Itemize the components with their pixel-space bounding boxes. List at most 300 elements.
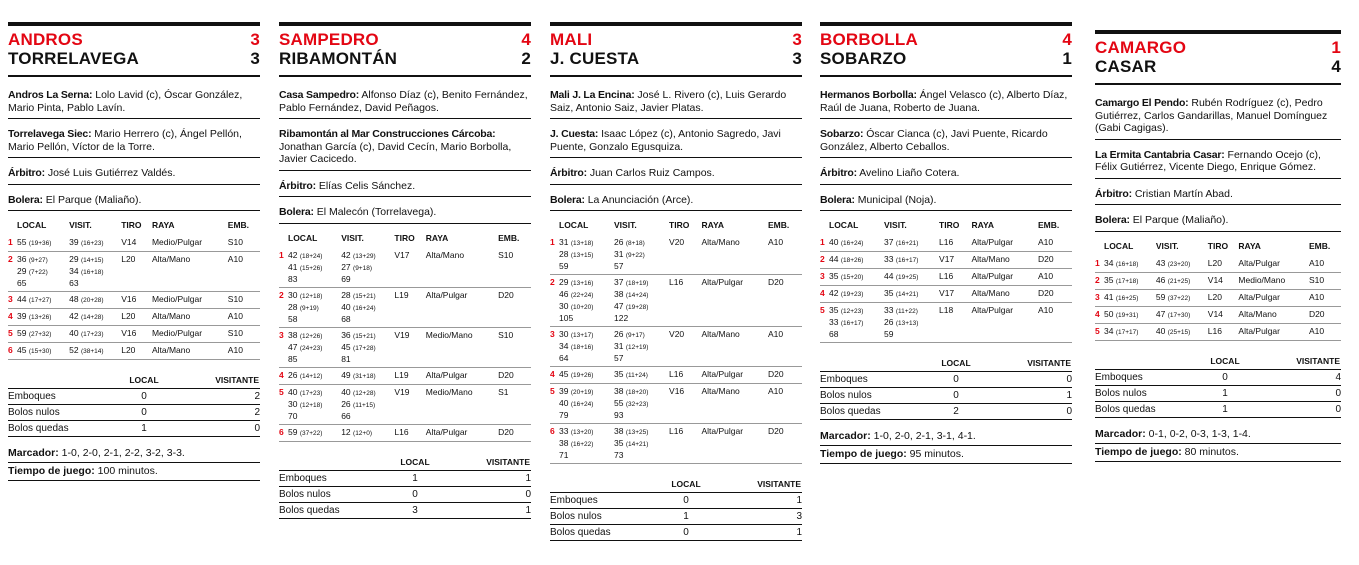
raya-value: Alta/Pulgar (426, 287, 498, 327)
score-partial: (16+24) (353, 304, 376, 312)
score-partial: (15+30) (28, 348, 52, 355)
local-score (288, 287, 341, 327)
summary-label: Emboques (8, 389, 108, 405)
away-team-name: TORRELAVEGA (8, 49, 139, 68)
summary-row-bolos-quedas (8, 421, 260, 437)
summary-local-header: LOCAL (1189, 355, 1261, 370)
row-number: 4 (1095, 306, 1104, 323)
score-entry: 59 (37+22) (288, 426, 323, 437)
local-score (559, 384, 614, 424)
score-entry: 33 (11+22) (884, 305, 918, 315)
score-entry: 48 (20+28) (69, 294, 104, 304)
tiro-value: L16 (939, 235, 971, 252)
score-partial: (18+20) (625, 389, 649, 396)
tiro-value: V14 (121, 235, 152, 252)
score-partial: (15+20) (840, 274, 864, 281)
score-entry: 42 (19+23) (829, 288, 864, 298)
divider (8, 184, 260, 185)
visit-score (341, 367, 394, 384)
emb-value: S10 (228, 235, 260, 252)
summary-row-bolos-quedas (550, 525, 802, 541)
col-local: LOCAL (829, 220, 859, 230)
raya-value: Alta/Pulgar (972, 269, 1038, 286)
raya-value: Alta/Pulgar (426, 424, 498, 441)
match-column (820, 22, 1072, 466)
emb-value: S1 (498, 384, 531, 424)
summary-visit-value: 1 (992, 388, 1072, 404)
col-emb: EMB. (227, 220, 250, 230)
raya-value: Alta/Pulgar (972, 303, 1038, 343)
summary-row-bolos-quedas (820, 404, 1072, 420)
score-entry: 34 (16+18) (69, 266, 104, 276)
raya-value: Alta/Pulgar (702, 275, 768, 327)
summary-visit-header: VISITANTE (1261, 355, 1341, 370)
raya-value: Alta/Mano (702, 384, 768, 424)
marcador: Marcador: 1-0, 2-0, 2-1, 3-1, 4-1. (820, 430, 1072, 446)
home-team-row (279, 30, 531, 49)
row-number: 4 (550, 367, 559, 384)
summary-visit-value: 0 (1261, 401, 1341, 417)
col-local: LOCAL (559, 220, 589, 230)
summary-local-value: 0 (650, 493, 722, 509)
score-partial: (14+24) (625, 292, 649, 299)
local-total: 70 (288, 410, 298, 421)
summary-visit-value: 0 (1261, 385, 1341, 401)
score-partial: (25+15) (1167, 328, 1191, 336)
score-partial: (17+27) (28, 297, 52, 304)
score-entry: 35 (14+21) (614, 438, 649, 448)
raya-value: Alta/Pulgar (1238, 289, 1309, 306)
summary-row-emboques (550, 493, 802, 509)
lineup-team: Casa Sampedro: (279, 89, 360, 101)
local-score (1104, 306, 1156, 323)
local-score (829, 235, 884, 252)
visit-total: 66 (341, 410, 351, 421)
header-separator (820, 75, 1072, 77)
venue-label: Bolera: (279, 206, 314, 218)
lineup-team: La Ermita Cantabria Casar: (1095, 148, 1225, 161)
home-team-score: 4 (521, 30, 531, 49)
match-footer (820, 430, 1072, 464)
col-visit: VISIT. (614, 220, 637, 230)
top-bar (8, 22, 260, 26)
summary-blank (279, 456, 379, 471)
col-raya: RAYA (1238, 240, 1261, 251)
marcador: Marcador: 0-1, 0-2, 0-3, 1-3, 1-4. (1095, 428, 1341, 444)
emb-value: A10 (228, 309, 260, 326)
lineup-team: Mali J. La Encina: (550, 89, 635, 101)
local-score (288, 424, 341, 441)
score-entry: 29 (14+15) (69, 254, 104, 264)
away-team-score: 1 (1062, 49, 1072, 68)
local-total: 85 (288, 353, 298, 364)
col-num (1095, 241, 1104, 256)
match-column (1095, 30, 1341, 464)
raya-value: Alta/Pulgar (1238, 256, 1309, 273)
visit-score (1156, 306, 1208, 323)
score-partial: (17+30) (1167, 311, 1191, 319)
home-team-score: 3 (792, 30, 802, 49)
visit-score (884, 252, 939, 269)
emb-value: D20 (1038, 252, 1072, 269)
score-partial: (12+19) (625, 344, 649, 351)
score-partial: (8+18) (625, 240, 645, 247)
team-lineup: Andros La Serna: Lolo Lavid (c), Óscar González, Mario Pinta, Pablo Lavín. (8, 89, 243, 114)
row-number: 3 (550, 327, 559, 367)
score-partial: (13+18) (570, 240, 594, 247)
score-entry: 44 (18+26) (829, 254, 864, 264)
row-number: 1 (820, 235, 829, 252)
score-partial: (17+23) (80, 331, 104, 338)
visit-score (614, 327, 669, 367)
referee: Árbitro: Cristian Martín Abad. (1095, 187, 1233, 200)
top-bar (820, 22, 1072, 26)
table-row (279, 327, 531, 367)
score-partial: (9+27) (28, 257, 48, 264)
team-lineup: Sobarzo: Óscar Cianca (c), Javi Puente, Ricardo González, Alberto Ceballos. (820, 128, 1048, 153)
referee-label: Árbitro: (8, 167, 45, 179)
divider (820, 184, 1072, 185)
tiempo-juego: Tiempo de juego: 100 minutos. (8, 465, 260, 481)
away-team-name: CASAR (1095, 57, 1157, 76)
summary-visit-header: VISITANTE (992, 357, 1072, 372)
score-entry: 31 (13+18) (559, 237, 594, 247)
table-row (8, 326, 260, 343)
score-partial: (9+22) (625, 252, 645, 259)
table-row (550, 384, 802, 424)
emb-value: D20 (498, 367, 531, 384)
col-raya: RAYA (971, 220, 995, 230)
table-row (1095, 256, 1341, 273)
team-lineup: Casa Sampedro: Alfonso Díaz (c), Benito Fernández, Pablo Fernández, David Peñagos. (279, 89, 528, 114)
summary-table (1095, 355, 1341, 418)
score-entry: 26 (9+17) (614, 329, 645, 339)
summary-visit-value: 0 (180, 421, 260, 437)
tiempo-juego: Tiempo de juego: 95 minutos. (820, 448, 1072, 464)
referee: Árbitro: Elías Celis Sánchez. (279, 179, 416, 192)
score-entry: 40 (16+24) (341, 301, 376, 312)
tiradas-table (550, 220, 802, 464)
local-score (559, 327, 614, 367)
col-num (8, 220, 17, 235)
raya-value: Alta/Mano (972, 252, 1038, 269)
match-column (550, 22, 802, 541)
table-row (820, 269, 1072, 286)
summary-local-value: 2 (920, 404, 992, 420)
tiro-value: V16 (121, 326, 152, 343)
tiempo-label: Tiempo de juego: (820, 448, 907, 460)
score-partial: (12+0) (353, 429, 373, 437)
col-tiro: TIRO (939, 220, 960, 230)
away-team-score: 2 (521, 49, 531, 68)
summary-local-value: 0 (920, 388, 992, 404)
score-partial: (14+12) (299, 372, 323, 380)
raya-value: Alta/Pulgar (426, 367, 498, 384)
raya-value: Alta/Mano (1238, 306, 1309, 323)
tiempo-label: Tiempo de juego: (8, 465, 95, 477)
summary-visit-value: 0 (992, 372, 1072, 388)
score-entry: 43 (23+20) (1155, 257, 1191, 268)
score-partial: (17+23) (299, 389, 323, 397)
col-num (279, 233, 288, 248)
col-local: LOCAL (1104, 240, 1134, 251)
summary-local-header: LOCAL (379, 456, 451, 471)
summary-row-bolos-nulos (8, 405, 260, 421)
summary-visit-value: 2 (180, 405, 260, 421)
local-total: 65 (17, 278, 27, 288)
table-row (820, 235, 1072, 252)
visit-score (69, 292, 121, 309)
tiradas-table (8, 220, 260, 360)
row-number: 5 (279, 384, 288, 424)
summary-local-value: 3 (379, 502, 451, 518)
summary-local-value: 1 (650, 509, 722, 525)
score-partial: (13+17) (570, 332, 594, 339)
col-visit: VISIT. (341, 232, 364, 243)
summary-local-value: 1 (1189, 401, 1261, 417)
lineup-team: Sobarzo: (820, 128, 864, 140)
local-score (17, 309, 69, 326)
visit-score (341, 384, 394, 424)
table-row (8, 235, 260, 252)
score-entry: 44 (19+25) (884, 271, 919, 281)
score-partial: (37+22) (1167, 294, 1191, 302)
marcador-label: Marcador: (1095, 427, 1146, 440)
score-partial: (18+26) (840, 257, 864, 264)
score-entry: 49 (31+18) (341, 369, 376, 380)
score-entry: 31 (9+22) (614, 249, 645, 259)
header-separator (550, 75, 802, 77)
home-team-score: 3 (250, 30, 260, 49)
summary-blank (820, 357, 920, 372)
local-score (829, 303, 884, 343)
raya-value: Alta/Pulgar (1238, 323, 1309, 340)
score-partial: (9+18) (353, 264, 373, 272)
score-partial: (31+18) (353, 372, 376, 380)
summary-visit-value: 1 (722, 525, 802, 541)
score-entry: 28 (9+19) (288, 301, 319, 312)
score-partial: (19+23) (840, 291, 864, 298)
summary-label: Bolos nulos (550, 509, 650, 525)
score-partial: (11+24) (625, 372, 648, 379)
table-row (1095, 289, 1341, 306)
score-partial: (19+26) (570, 372, 594, 379)
away-team-name: RIBAMONTÁN (279, 49, 398, 68)
summary-visit-value: 1 (722, 493, 802, 509)
away-team-row (1095, 57, 1341, 76)
tiro-value: V17 (939, 286, 971, 303)
row-number: 3 (1095, 289, 1104, 306)
score-partial: (19+31) (1115, 311, 1139, 319)
summary-row-bolos-nulos (1095, 385, 1341, 401)
emb-value: A10 (1038, 303, 1072, 343)
team-lineup: Ribamontán al Mar Construcciones Cárcoba: Jonathan García (c), David Cecín, Mario Borbolla, Javier Cacicedo. (279, 128, 512, 165)
score-partial: (19+28) (625, 304, 649, 311)
local-score (559, 235, 614, 275)
visit-score (69, 343, 121, 360)
score-partial: (19+25) (895, 274, 919, 281)
score-entry: 33 (13+20) (559, 426, 594, 436)
home-team-name: BORBOLLA (820, 30, 918, 49)
score-partial: (12+26) (299, 332, 323, 340)
visit-total: 57 (614, 261, 624, 271)
team-lineup: La Ermita Cantabria Casar: Fernando Ocejo (c), Félix Gutiérrez, Vicente Diego, Enrique Gómez. (1095, 148, 1321, 173)
score-partial: (13+26) (28, 314, 52, 321)
raya-value: Medio/Pulgar (152, 235, 228, 252)
tiro-value: L16 (394, 424, 425, 441)
local-total: 64 (559, 353, 569, 363)
summary-table (8, 374, 260, 437)
tiro-value: L20 (1208, 289, 1239, 306)
score-entry: 26 (11+15) (341, 398, 376, 409)
top-bar (1095, 30, 1341, 34)
score-entry: 40 (17+23) (69, 328, 104, 338)
score-entry: 41 (16+25) (1104, 291, 1139, 302)
tiro-value: L20 (1208, 256, 1239, 273)
score-partial: (11+15) (353, 401, 376, 409)
col-tiro: TIRO (1207, 240, 1229, 251)
home-team-name: CAMARGO (1095, 38, 1187, 57)
score-entry: 26 (8+18) (614, 237, 645, 247)
score-partial: (13+16) (570, 280, 594, 287)
raya-value: Alta/Pulgar (702, 424, 768, 464)
score-entry: 29 (7+22) (17, 266, 48, 276)
match-column (279, 22, 531, 519)
score-partial: (14+21) (625, 441, 649, 448)
score-partial: (16+22) (570, 441, 594, 448)
referee-label: Árbitro: (550, 167, 587, 179)
lineup-team: J. Cuesta: (550, 128, 599, 140)
table-row (550, 327, 802, 367)
score-partial: (14+15) (80, 257, 104, 264)
table-row (1095, 323, 1341, 340)
home-team-row (1095, 38, 1341, 57)
emb-value: S10 (498, 327, 531, 367)
local-score (17, 292, 69, 309)
score-partial: (38+14) (80, 348, 104, 355)
score-partial: (10+20) (570, 304, 594, 311)
summary-label: Bolos nulos (279, 486, 379, 502)
away-team-row (279, 49, 531, 68)
summary-table (820, 357, 1072, 420)
home-team-name: MALI (550, 30, 593, 49)
tiro-value: V17 (394, 248, 425, 288)
visit-score (69, 326, 121, 343)
score-partial: (13+15) (570, 252, 594, 259)
col-visit: VISIT. (884, 220, 907, 230)
raya-value: Alta/Pulgar (972, 235, 1038, 252)
local-total: 79 (559, 410, 569, 420)
score-entry: 42 (14+28) (69, 311, 104, 321)
row-number: 1 (279, 248, 288, 288)
divider (820, 210, 1072, 211)
local-score (17, 326, 69, 343)
col-raya: RAYA (151, 220, 175, 230)
score-entry: 44 (17+27) (17, 294, 52, 304)
tiempo-juego: Tiempo de juego: 80 minutos. (1095, 446, 1341, 462)
score-entry: 30 (12+18) (288, 289, 323, 300)
row-number: 6 (279, 424, 288, 441)
emb-value: D20 (768, 367, 802, 384)
visit-score (341, 327, 394, 367)
score-partial: (15+26) (299, 264, 323, 272)
local-score (288, 327, 341, 367)
tiro-value: V20 (669, 235, 701, 275)
summary-label: Emboques (550, 493, 650, 509)
tiro-value: L19 (394, 287, 425, 327)
header-separator (279, 75, 531, 77)
divider (1095, 178, 1341, 179)
score-partial: (14+21) (895, 291, 919, 298)
visit-total: 68 (341, 313, 351, 324)
lineup-team: Camargo El Pendo: (1095, 97, 1189, 109)
summary-row-bolos-quedas (1095, 401, 1341, 417)
col-emb: EMB. (1308, 240, 1331, 251)
divider (279, 223, 531, 224)
visit-score (69, 309, 121, 326)
venue: Bolera: Municipal (Noja). (820, 193, 937, 206)
summary-local-value: 1 (108, 421, 180, 437)
emb-value: S10 (1309, 272, 1341, 289)
score-entry: 31 (12+19) (614, 341, 649, 351)
tiradas-table (1095, 241, 1341, 341)
score-entry: 55 (32+23) (614, 398, 649, 408)
venue: Bolera: El Parque (Maliaño). (1095, 214, 1229, 226)
summary-row-emboques (279, 470, 531, 486)
home-team-name: SAMPEDRO (279, 30, 379, 49)
score-entry: 29 (13+16) (559, 277, 594, 287)
team-lineup: Hermanos Borbolla: Ángel Velasco (c), Alberto Díaz, Raúl de Juana, Roberto de Juana. (820, 89, 1068, 114)
row-number: 6 (8, 343, 17, 360)
score-partial: (16+23) (80, 240, 104, 247)
score-entry: 34 (17+17) (1104, 325, 1139, 336)
local-score (559, 275, 614, 327)
score-entry: 38 (13+25) (614, 426, 649, 436)
home-team-name: ANDROS (8, 30, 83, 49)
score-entry: 47 (17+30) (1155, 308, 1191, 319)
divider (1095, 231, 1341, 232)
emb-value: D20 (1038, 286, 1072, 303)
col-visit: VISIT. (69, 220, 92, 230)
away-team-row (550, 49, 802, 68)
score-partial: (18+16) (570, 344, 594, 351)
visit-total: 57 (614, 353, 624, 363)
raya-value: Alta/Mano (152, 343, 228, 360)
venue: Bolera: La Anunciación (Arce). (550, 193, 694, 206)
divider (1095, 139, 1341, 140)
home-team-row (550, 30, 802, 49)
visit-score (884, 303, 939, 343)
local-score (17, 235, 69, 252)
score-partial: (17+18) (1115, 277, 1139, 285)
divider (820, 157, 1072, 158)
summary-label: Bolos nulos (8, 405, 108, 421)
score-entry: 45 (19+26) (559, 369, 594, 379)
col-raya: RAYA (425, 232, 449, 243)
summary-label: Emboques (820, 372, 920, 388)
col-local: LOCAL (17, 220, 47, 230)
tiempo-label: Tiempo de juego: (1095, 445, 1182, 458)
visit-score (884, 269, 939, 286)
visit-total: 73 (614, 450, 624, 460)
row-number: 3 (820, 269, 829, 286)
score-partial: (9+17) (625, 332, 645, 339)
summary-visit-value: 1 (451, 502, 531, 518)
row-number: 4 (279, 367, 288, 384)
referee-label: Árbitro: (820, 167, 857, 179)
local-score (829, 252, 884, 269)
team-lineup: J. Cuesta: Isaac López (c), Antonio Sagredo, Javi Puente, Gonzalo Egusquiza. (550, 128, 781, 153)
